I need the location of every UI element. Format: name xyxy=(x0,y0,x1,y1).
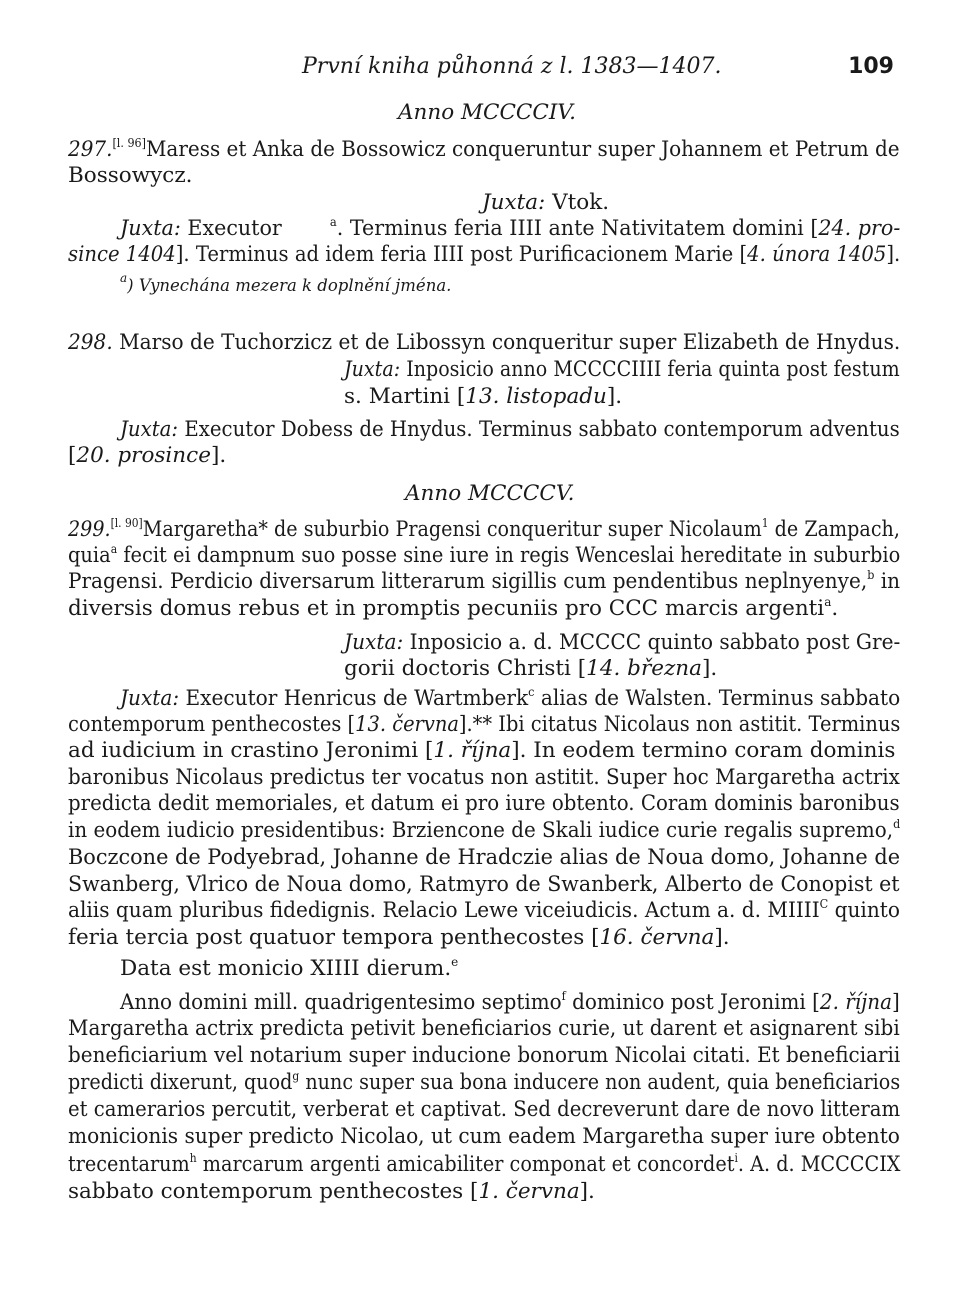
entry-text: quia xyxy=(68,543,111,568)
entry-text: Vtok. xyxy=(545,190,610,215)
entry-text: quinto xyxy=(828,898,900,923)
entry-text: ]. In eodem termino coram dominis xyxy=(511,738,896,763)
entry-text: dominico post Jeronimi [ xyxy=(565,990,820,1015)
footnote-ref: c xyxy=(528,685,535,699)
entry-text: Inposicio a. d. MCCCC quinto sabbato post Gre- xyxy=(403,630,901,655)
entry-text: gorii doctoris Christi [ xyxy=(344,656,587,681)
footnote-ref: e xyxy=(451,955,459,969)
entry-299-line-16 xyxy=(68,925,730,951)
entry-299-line-11: predicta dedit memoriales, et datum ei pro iure obtento. Coram dominis baronibus xyxy=(68,791,900,816)
entry-text: ]. xyxy=(701,656,718,681)
entry-text: in eodem iudicio presidentibus: Brziencone de Skali iudice curie regalis supremo, xyxy=(68,818,894,843)
entry-text: de Zampach, xyxy=(768,517,900,542)
entry-298-line-4 xyxy=(120,417,900,443)
entry-299-line-19: Margaretha actrix predicta petivit beneficiarios curie, ut darent et asignarent sibi xyxy=(68,1016,900,1041)
entry-299-line-21 xyxy=(68,1070,900,1096)
footnote-ref: i xyxy=(734,1151,738,1165)
date-gloss: 20. prosince xyxy=(76,443,211,468)
entry-298-line-2 xyxy=(344,357,900,383)
entry-text: Marso de Tuchorzicz et de Libossyn conqueritur super Elizabeth de Hnydus. xyxy=(119,330,901,355)
page-number: 109 xyxy=(848,54,894,79)
entry-299-line-9 xyxy=(68,738,895,764)
entry-299-line-15 xyxy=(68,898,900,924)
footnote-ref: 1 xyxy=(761,516,769,530)
date-gloss: 13. listopadu xyxy=(465,384,607,409)
entry-text: ]. xyxy=(210,443,227,468)
entry-text: aliis quam pluribus fidedignis. Relacio Lewe viceiudicis. Actum a. d. MIIII xyxy=(68,898,820,923)
entry-299-line-1 xyxy=(68,517,900,543)
entry-297-line-4 xyxy=(120,216,900,242)
entry-298-line-3 xyxy=(344,384,622,410)
footnote-ref: a xyxy=(824,595,832,609)
entry-297-line-2: Bossowycz. xyxy=(68,163,193,188)
entry-text: Pragensi. Perdicio diversarum litterarum sigillis cum pendentibus neplnyenye, xyxy=(68,569,868,594)
footnote-ref: f xyxy=(561,989,566,1003)
juxta-label: Juxta: xyxy=(120,216,181,241)
entry-text: ].** Ibi citatus Nicolaus non astitit. Terminus xyxy=(458,712,901,737)
entry-text: Executor Henricus de Wartmberk xyxy=(179,686,529,711)
footnote-297 xyxy=(120,273,451,299)
entry-299-line-13: Boczcone de Podyebrad, Johanne de Hradczie alias de Noua domo, Johanne de xyxy=(68,845,901,870)
entry-299-line-22: et camerarios percutit, verberat et captivat. Sed decreverunt dare de novo litteram xyxy=(68,1097,901,1122)
entry-299-line-5 xyxy=(344,630,900,656)
footnote-ref: d xyxy=(893,817,901,831)
entry-299-line-10: baronibus Nicolaus predictus ter vocatus non astitit. Super hoc Margaretha actrix xyxy=(68,765,900,790)
date-gloss: 16. června xyxy=(599,925,715,950)
entry-text: . xyxy=(831,596,839,621)
entry-299-line-24 xyxy=(68,1152,900,1178)
folio-ref: [l. 96] xyxy=(112,136,146,150)
entry-text: ]. xyxy=(714,925,730,950)
entry-text: s. Martini [ xyxy=(344,384,466,409)
entry-text: fecit ei dampnum suo posse sine iure in regis Wenceslai hereditate in suburbio xyxy=(117,543,901,568)
entry-text: alias de Walsten. Terminus sabbato xyxy=(534,686,901,711)
section-heading: Anno MCCCCV. xyxy=(405,481,575,506)
entry-text: Data est monicio XIIII dierum. xyxy=(120,956,452,981)
section-heading: Anno MCCCCIV. xyxy=(398,100,576,125)
entry-297-line-3 xyxy=(482,190,609,216)
entry-297-line-5 xyxy=(68,242,900,268)
entry-text: Executor Dobess de Hnydus. Terminus sabbato contemporum adventus xyxy=(178,417,900,442)
entry-298-line-5 xyxy=(68,443,226,469)
footnote-ref: b xyxy=(867,568,875,582)
entry-text: nunc super sua bona inducere non audent, quia beneficiarios xyxy=(299,1070,901,1095)
entry-text: Maress et Anka de Bossowicz conqueruntur super Johannem et Petrum de xyxy=(145,137,900,162)
date-gloss: 4. února 1405 xyxy=(747,242,887,267)
entry-text: contemporum penthecostes [ xyxy=(68,712,356,737)
entry-text: Margaretha* de suburbio Pragensi conqueritur super Nicolaum xyxy=(142,517,762,542)
entry-299-line-20: beneficiarium vel notarium super inducione bonorum Nicolai citati. Et beneficiarii xyxy=(68,1043,901,1068)
entry-text: predicti dixerunt, quod xyxy=(68,1070,293,1095)
entry-text: [ xyxy=(68,443,77,468)
date-gloss: 24. pro- xyxy=(818,216,901,241)
footnote-ref: a xyxy=(329,215,337,229)
entry-text: . A. d. MCCCCIX xyxy=(737,1152,901,1177)
folio-ref: [l. 90] xyxy=(110,516,143,530)
entry-299-line-17 xyxy=(120,956,458,982)
entry-text: Executor xyxy=(180,216,282,241)
footnote-ref: C xyxy=(819,897,829,911)
footnote-marker: a xyxy=(120,271,128,285)
entry-text: ] xyxy=(892,990,900,1015)
date-gloss: 13. června xyxy=(355,712,459,737)
date-gloss: 14. března xyxy=(586,656,702,681)
footnote-text: ) Vynechána mezera k doplnění jména. xyxy=(127,276,452,295)
entry-text: Anno domini mill. quadrigentesimo septimo xyxy=(120,990,562,1015)
entry-text: ]. Terminus ad idem feria IIII post Purificacionem Marie [ xyxy=(175,242,748,267)
date-gloss: 1. června xyxy=(478,1179,580,1204)
entry-299-line-14: Swanberg, Vlrico de Noua domo, Ratmyro de Swanberk, Alberto de Conopist et xyxy=(68,872,900,897)
entry-number: 298. xyxy=(68,330,113,355)
entry-299-line-25 xyxy=(68,1179,595,1205)
date-gloss: 1. října xyxy=(433,738,512,763)
juxta-label: Juxta: xyxy=(344,630,404,655)
entry-text: marcarum argenti amicabiliter componat et concordet xyxy=(196,1152,735,1177)
entry-299-line-2 xyxy=(68,543,900,569)
entry-text: Inposicio anno MCCCCIIII feria quinta post festum xyxy=(400,357,900,382)
entry-298-line-1 xyxy=(68,330,900,356)
footnote-ref: a xyxy=(110,542,118,556)
entry-text: . Terminus feria IIII ante Nativitatem domini [ xyxy=(336,216,819,241)
entry-299-line-4 xyxy=(68,596,838,622)
entry-299-line-12 xyxy=(68,818,900,844)
entry-299-line-8 xyxy=(68,712,900,738)
date-gloss: since 1404 xyxy=(68,242,176,267)
juxta-label: Juxta: xyxy=(120,417,179,442)
entry-299-line-6 xyxy=(344,656,717,682)
entry-text: in xyxy=(874,569,901,594)
entry-text: trecentarum xyxy=(68,1152,190,1177)
running-header xyxy=(0,48,960,88)
entry-text: ]. xyxy=(606,384,623,409)
entry-text: ad iudicium in crastino Jeronimi [ xyxy=(68,738,434,763)
entry-299-line-3 xyxy=(68,569,900,595)
entry-299-line-23: monicionis super predicto Nicolao, ut cum eadem Margaretha super iure obtento xyxy=(68,1124,900,1149)
entry-text: ]. xyxy=(886,242,901,267)
entry-297-line-1 xyxy=(68,137,900,163)
footnote-ref: h xyxy=(189,1151,197,1165)
entry-number: 297. xyxy=(68,137,113,162)
juxta-label: Juxta: xyxy=(120,686,180,711)
footnote-ref: g xyxy=(292,1069,300,1083)
entry-text: diversis domus rebus et in promptis pecuniis pro CCC marcis argenti xyxy=(68,596,825,621)
juxta-label: Juxta: xyxy=(344,357,401,382)
juxta-label: Juxta: xyxy=(482,190,546,215)
entry-299-line-7 xyxy=(120,686,900,712)
entry-text: ]. xyxy=(579,1179,595,1204)
entry-text: feria tercia post quatuor tempora penthecostes [ xyxy=(68,925,600,950)
entry-text: sabbato contemporum penthecostes [ xyxy=(68,1179,479,1204)
date-gloss: 2. října xyxy=(819,990,893,1015)
entry-299-line-18 xyxy=(120,990,900,1016)
entry-number: 299. xyxy=(68,517,111,542)
running-title: První kniha půhonná z l. 1383—1407. xyxy=(302,54,722,79)
